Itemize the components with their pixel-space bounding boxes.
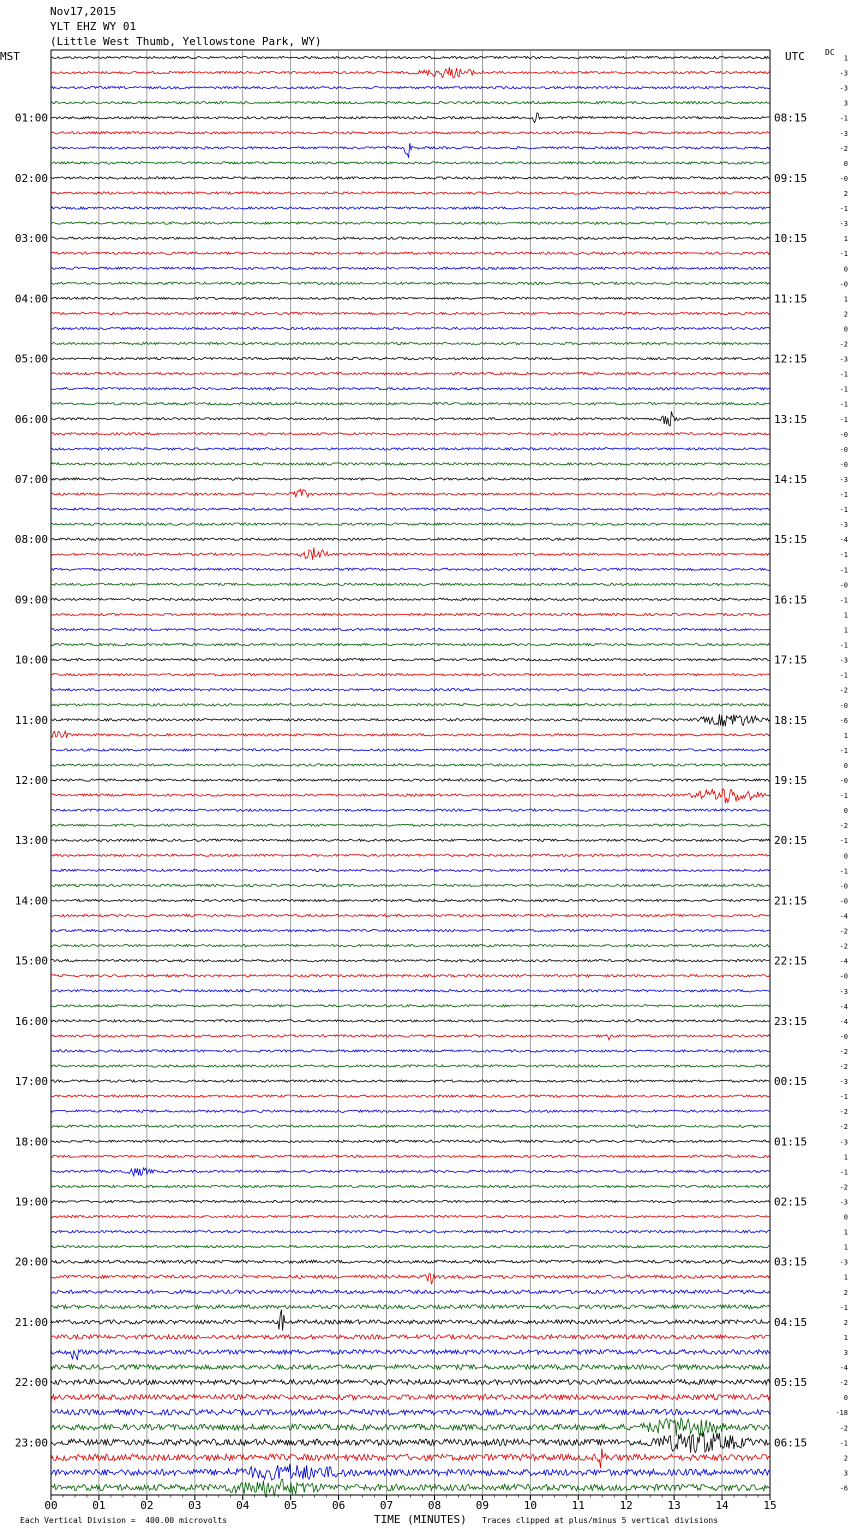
- seismic-trace: [51, 1409, 770, 1415]
- seismic-trace: [51, 1168, 770, 1176]
- right-timezone-label: UTC: [785, 50, 805, 63]
- dc-offset-label: -2: [839, 1108, 848, 1117]
- dc-offset-label: -2: [839, 686, 848, 695]
- mst-hour-label: 22:00: [14, 1376, 48, 1390]
- seismic-trace: [51, 192, 770, 194]
- dc-offset-label: -1: [839, 1439, 848, 1448]
- plot-date: Nov17,2015: [50, 5, 117, 18]
- utc-hour-label: 19:15: [774, 774, 808, 788]
- seismic-trace: [51, 689, 770, 691]
- seismic-trace: [51, 312, 770, 314]
- seismic-trace: [51, 222, 770, 224]
- dc-offset-label: -1: [839, 205, 848, 214]
- dc-offset-label: -3: [839, 656, 848, 665]
- seismic-trace: [51, 1418, 770, 1436]
- utc-hour-label: 02:15: [774, 1195, 808, 1209]
- seismic-trace: [51, 1260, 770, 1263]
- utc-hour-label: 16:15: [774, 593, 808, 607]
- x-tick-label: 08: [427, 1499, 442, 1512]
- dc-offset-label: 1: [843, 295, 848, 304]
- dc-offset-label: 0: [843, 265, 848, 274]
- scale-note: Each Vertical Division = 400.00 microvolts: [20, 1516, 228, 1525]
- dc-offset-label: 2: [843, 1454, 848, 1463]
- x-tick-label: 12: [619, 1499, 633, 1512]
- dc-offset-label: -4: [839, 1017, 848, 1026]
- x-tick-label: 03: [188, 1499, 202, 1512]
- dc-offset-label: 2: [843, 310, 848, 319]
- seismic-trace: [51, 177, 770, 179]
- dc-offset-label: -2: [839, 1183, 848, 1192]
- seismic-trace: [51, 824, 770, 826]
- seismic-trace: [51, 598, 770, 600]
- seismic-trace: [51, 297, 770, 299]
- mst-hour-label: 20:00: [14, 1255, 48, 1269]
- dc-offset-label: -3: [839, 1078, 848, 1087]
- dc-offset-label: -0: [839, 777, 848, 786]
- dc-offset-label: -2: [839, 340, 848, 349]
- dc-offset-label: -3: [839, 521, 848, 530]
- mst-hour-label: 14:00: [14, 894, 48, 908]
- dc-offset-label: 0: [843, 1394, 848, 1403]
- dc-offset-label: -2: [839, 1379, 848, 1388]
- dc-offset-label: -2: [839, 942, 848, 951]
- dc-offset-label: -1: [839, 671, 848, 680]
- seismic-trace: [51, 568, 770, 570]
- seismic-trace: [51, 143, 770, 158]
- dc-offset-label: -0: [839, 897, 848, 906]
- mst-hour-label: 11:00: [14, 713, 48, 727]
- dc-offset-label: -0: [839, 430, 848, 439]
- dc-offset-label: 2: [843, 1318, 848, 1327]
- dc-offset-label: -1: [839, 566, 848, 575]
- mst-hour-label: 18:00: [14, 1135, 48, 1149]
- seismic-trace: [51, 658, 770, 660]
- x-tick-label: 09: [475, 1499, 490, 1512]
- dc-offset-label: -0: [839, 701, 848, 710]
- seismic-trace: [51, 613, 770, 615]
- seismic-trace: [51, 357, 770, 359]
- seismic-trace: [51, 478, 770, 480]
- seismic-trace: [51, 899, 770, 901]
- seismic-trace: [51, 1395, 770, 1400]
- seismic-trace: [51, 749, 770, 751]
- seismic-trace: [51, 67, 770, 78]
- x-tick-label: 13: [667, 1499, 681, 1512]
- dc-offset-label: -3: [839, 475, 848, 484]
- dc-offset-label: -18: [835, 1409, 848, 1418]
- mst-hour-label: 03:00: [14, 232, 48, 246]
- seismic-trace: [51, 1380, 770, 1385]
- seismic-trace: [51, 538, 770, 540]
- dc-offset-label: -4: [839, 957, 848, 966]
- dc-offset-label: -0: [839, 445, 848, 454]
- seismic-trace: [51, 1365, 770, 1370]
- x-tick-label: 14: [715, 1499, 729, 1512]
- x-tick-label: 10: [523, 1499, 537, 1512]
- seismic-trace: [51, 433, 770, 435]
- seismic-trace: [51, 403, 770, 405]
- dc-offset-label: -2: [839, 1047, 848, 1056]
- dc-offset-label: 1: [843, 54, 848, 63]
- dc-offset-label: -1: [839, 837, 848, 846]
- seismic-trace: [51, 1095, 770, 1097]
- seismic-trace: [51, 1080, 770, 1082]
- dc-offset-label: 0: [843, 852, 848, 861]
- seismic-trace: [51, 674, 770, 676]
- dc-offset-label: -2: [839, 144, 848, 153]
- x-tick-label: 06: [331, 1499, 346, 1512]
- dc-offset-label: -2: [839, 1424, 848, 1433]
- seismic-trace: [51, 714, 770, 726]
- x-tick-label: 02: [140, 1499, 154, 1512]
- seismic-trace: [51, 237, 770, 239]
- utc-hour-label: 10:15: [774, 232, 808, 246]
- utc-hour-label: 04:15: [774, 1315, 808, 1329]
- dc-offset-label: -1: [839, 250, 848, 259]
- seismic-trace: [51, 1305, 770, 1309]
- dc-offset-label: 1: [843, 626, 848, 635]
- seismic-trace: [51, 869, 770, 871]
- dc-offset-label: -1: [839, 551, 848, 560]
- seismic-trace: [51, 207, 770, 209]
- seismic-trace: [51, 854, 770, 856]
- utc-hour-label: 06:15: [774, 1436, 808, 1450]
- seismic-trace: [51, 839, 770, 841]
- seismic-trace: [51, 1310, 770, 1331]
- dc-offset-label: 1: [843, 1333, 848, 1342]
- dc-offset-label: -1: [839, 641, 848, 650]
- seismic-trace: [51, 1035, 770, 1040]
- dc-offset-label: -0: [839, 581, 848, 590]
- seismic-trace: [51, 1110, 770, 1112]
- dc-offset-label: -1: [839, 1303, 848, 1312]
- seismic-trace: [51, 1290, 770, 1294]
- mst-hour-label: 04:00: [14, 292, 48, 306]
- dc-offset-label: -1: [839, 370, 848, 379]
- dc-offset-label: -3: [839, 1258, 848, 1267]
- dc-offset-label: 0: [843, 761, 848, 770]
- plot-frame: [51, 50, 770, 1495]
- mst-hour-label: 12:00: [14, 774, 48, 788]
- seismic-trace: [51, 56, 770, 58]
- dc-offset-label: -0: [839, 972, 848, 981]
- dc-offset-label: -2: [839, 1123, 848, 1132]
- seismic-trace: [51, 960, 770, 962]
- seismic-trace: [51, 102, 770, 104]
- utc-hour-label: 03:15: [774, 1255, 808, 1269]
- dc-offset-label: -3: [839, 84, 848, 93]
- seismic-trace: [51, 944, 770, 946]
- dc-offset-label: -2: [839, 927, 848, 936]
- mst-hour-label: 17:00: [14, 1075, 48, 1089]
- dc-offset-label: 1: [843, 731, 848, 740]
- dc-offset-label: 1: [843, 235, 848, 244]
- seismic-trace: [51, 1200, 770, 1202]
- dc-offset-label: -1: [839, 867, 848, 876]
- clip-note: Traces clipped at plus/minus 5 vertical divisions: [482, 1516, 719, 1525]
- dc-offset-label: -4: [839, 1002, 848, 1011]
- station-code: YLT EHZ WY 01: [50, 20, 137, 33]
- seismic-trace: [51, 1155, 770, 1157]
- seismic-trace: [51, 731, 770, 738]
- dc-offset-label: -4: [839, 1364, 848, 1373]
- seismic-trace: [51, 548, 770, 560]
- seismic-trace: [51, 282, 770, 284]
- seismic-trace: [51, 1050, 770, 1052]
- dc-offset-label: -0: [839, 1032, 848, 1041]
- mst-hour-label: 13:00: [14, 834, 48, 848]
- dc-offset-label: 3: [843, 1469, 848, 1478]
- dc-offset-label: -0: [839, 280, 848, 289]
- utc-hour-label: 12:15: [774, 352, 808, 366]
- seismic-trace: [51, 489, 770, 497]
- utc-hour-label: 21:15: [774, 894, 808, 908]
- dc-offset-label: -1: [839, 1093, 848, 1102]
- dc-offset-label: -0: [839, 174, 848, 183]
- dc-offset-label: -0: [839, 882, 848, 891]
- station-location: (Little West Thumb, Yellowstone Park, WY): [50, 35, 322, 48]
- seismic-trace: [51, 990, 770, 992]
- x-axis-title: TIME (MINUTES): [374, 1513, 467, 1526]
- x-tick-label: 01: [92, 1499, 106, 1512]
- seismic-trace: [51, 884, 770, 886]
- utc-hour-label: 23:15: [774, 1014, 808, 1028]
- utc-hour-label: 15:15: [774, 533, 808, 547]
- seismic-trace: [51, 704, 770, 706]
- dc-offset-label: 2: [843, 189, 848, 198]
- seismic-trace: [51, 779, 770, 781]
- dc-offset-label: 1: [843, 1228, 848, 1237]
- seismic-trace: [51, 267, 770, 269]
- x-tick-label: 05: [284, 1499, 298, 1512]
- seismic-trace: [51, 929, 770, 931]
- mst-hour-label: 23:00: [14, 1436, 48, 1450]
- seismic-trace: [51, 1479, 770, 1497]
- dc-offset-label: -4: [839, 912, 848, 921]
- seismic-trace: [51, 448, 770, 450]
- dc-offset-label: -3: [839, 1198, 848, 1207]
- seismic-trace: [51, 643, 770, 645]
- dc-offset-label: 0: [843, 159, 848, 168]
- seismic-trace: [51, 132, 770, 134]
- mst-hour-label: 19:00: [14, 1195, 48, 1209]
- seismic-trace: [51, 789, 770, 803]
- x-tick-label: 00: [44, 1499, 58, 1512]
- utc-hour-label: 14:15: [774, 472, 808, 486]
- utc-hour-label: 11:15: [774, 292, 808, 306]
- seismic-trace: [51, 411, 770, 425]
- dc-offset-label: -3: [839, 355, 848, 364]
- dc-offset-label: -3: [839, 129, 848, 138]
- seismic-trace: [51, 1335, 770, 1339]
- seismic-trace: [51, 1464, 770, 1480]
- seismic-trace: [51, 628, 770, 630]
- dc-offset-label: -3: [839, 220, 848, 229]
- mst-hour-label: 10:00: [14, 653, 48, 667]
- seismic-trace: [51, 327, 770, 329]
- seismic-trace: [51, 914, 770, 916]
- dc-offset-label: -1: [839, 385, 848, 394]
- seismic-trace: [51, 252, 770, 254]
- dc-offset-label: 0: [843, 1213, 848, 1222]
- dc-offset-label: -6: [839, 1484, 848, 1493]
- seismic-trace: [51, 764, 770, 766]
- dc-offset-label: -1: [839, 1168, 848, 1177]
- seismic-trace: [51, 809, 770, 811]
- seismic-trace: [51, 1350, 770, 1360]
- seismic-trace: [51, 1065, 770, 1067]
- mst-hour-label: 16:00: [14, 1014, 48, 1028]
- seismic-trace: [51, 342, 770, 344]
- dc-offset-label: 3: [843, 99, 848, 108]
- utc-hour-label: 08:15: [774, 111, 808, 125]
- seismic-trace: [51, 1020, 770, 1022]
- mst-hour-label: 08:00: [14, 533, 48, 547]
- dc-offset-label: -4: [839, 536, 848, 545]
- dc-offset-label: -1: [839, 506, 848, 515]
- dc-offset-label: -2: [839, 822, 848, 831]
- dc-offset-label: 3: [843, 1349, 848, 1358]
- utc-hour-label: 17:15: [774, 653, 808, 667]
- mst-hour-label: 06:00: [14, 412, 48, 426]
- dc-offset-label: -1: [839, 400, 848, 409]
- seismic-trace: [51, 1215, 770, 1217]
- mst-hour-label: 05:00: [14, 352, 48, 366]
- dc-offset-label: -3: [839, 69, 848, 78]
- seismic-trace: [51, 583, 770, 585]
- dc-offset-label: -0: [839, 460, 848, 469]
- seismic-trace: [51, 508, 770, 510]
- utc-hour-label: 22:15: [774, 954, 808, 968]
- x-tick-label: 11: [571, 1499, 585, 1512]
- dc-offset-label: -1: [839, 415, 848, 424]
- seismic-trace: [51, 113, 770, 123]
- dc-offset-label: 0: [843, 807, 848, 816]
- seismic-trace: [51, 86, 770, 88]
- seismic-trace: [51, 1448, 770, 1468]
- mst-hour-label: 21:00: [14, 1315, 48, 1329]
- utc-hour-label: 01:15: [774, 1135, 808, 1149]
- dc-offset-label: 1: [843, 1153, 848, 1162]
- mst-hour-label: 07:00: [14, 472, 48, 486]
- mst-hour-label: 15:00: [14, 954, 48, 968]
- mst-hour-label: 01:00: [14, 111, 48, 125]
- seismic-trace: [51, 1125, 770, 1127]
- x-tick-label: 07: [379, 1499, 394, 1512]
- seismic-trace: [51, 162, 770, 164]
- utc-hour-label: 18:15: [774, 713, 808, 727]
- dc-offset-label: -1: [839, 792, 848, 801]
- x-tick-label: 15: [763, 1499, 777, 1512]
- dc-offset-label: 2: [843, 1288, 848, 1297]
- seismic-trace: [51, 388, 770, 390]
- seismic-trace: [51, 1005, 770, 1007]
- dc-offset-label: 0: [843, 325, 848, 334]
- dc-offset-label: -2: [839, 1063, 848, 1072]
- utc-hour-label: 09:15: [774, 171, 808, 185]
- seismic-trace: [51, 372, 770, 374]
- dc-offset-label: -1: [839, 746, 848, 755]
- dc-offset-label: -3: [839, 1138, 848, 1147]
- dc-offset-label: -1: [839, 114, 848, 123]
- seismic-trace: [51, 1433, 770, 1453]
- utc-hour-label: 05:15: [774, 1376, 808, 1390]
- seismic-trace: [51, 1274, 770, 1284]
- dc-offset-header: DC: [825, 48, 835, 57]
- seismic-trace: [51, 1140, 770, 1142]
- dc-offset-label: -1: [839, 596, 848, 605]
- x-tick-label: 04: [236, 1499, 250, 1512]
- utc-hour-label: 00:15: [774, 1075, 808, 1089]
- mst-hour-label: 02:00: [14, 171, 48, 185]
- dc-offset-label: -6: [839, 716, 848, 725]
- dc-offset-label: -1: [839, 491, 848, 500]
- seismic-trace: [51, 1185, 770, 1187]
- left-timezone-label: MST: [0, 50, 20, 63]
- dc-offset-label: -3: [839, 987, 848, 996]
- seismic-trace: [51, 523, 770, 525]
- dc-offset-label: 1: [843, 611, 848, 620]
- seismic-trace: [51, 1230, 770, 1232]
- utc-hour-label: 13:15: [774, 412, 808, 426]
- seismic-trace: [51, 463, 770, 465]
- dc-offset-label: 1: [843, 1273, 848, 1282]
- seismic-trace: [51, 975, 770, 977]
- utc-hour-label: 20:15: [774, 834, 808, 848]
- mst-hour-label: 09:00: [14, 593, 48, 607]
- seismic-trace: [51, 1245, 770, 1247]
- dc-offset-label: 1: [843, 1243, 848, 1252]
